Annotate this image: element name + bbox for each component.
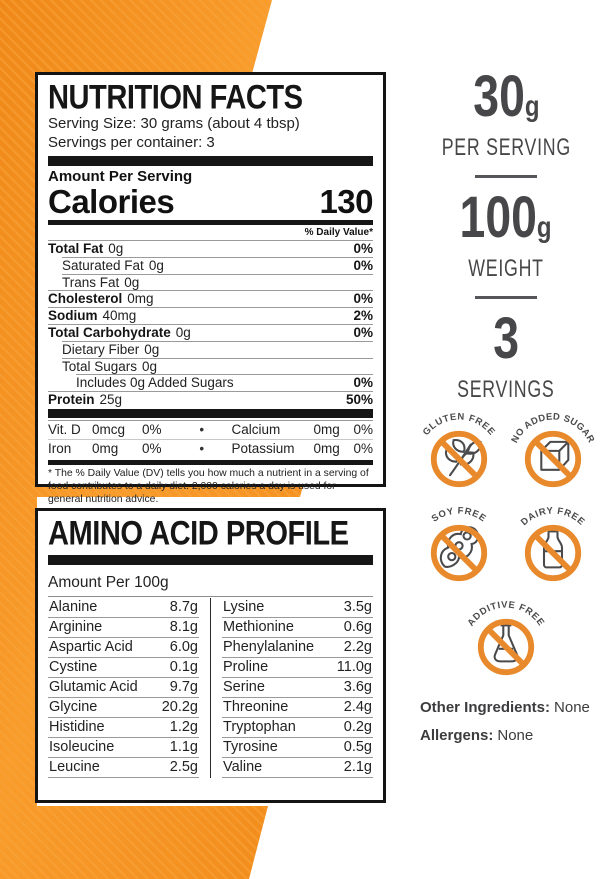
daily-value-footnote: * The % Daily Value (DV) tells you how much a nutrient in a serving of food contributes to a daily diet. 2,000 calories a day is used for general nutrition advice. (48, 467, 369, 505)
separator-bar (48, 409, 373, 418)
separator-bar (48, 460, 373, 465)
svg-text:DAIRY FREE: DAIRY FREE (518, 505, 588, 529)
amino-row: Glycine 20.2g (48, 698, 199, 718)
amino-row: Lysine 3.5g (222, 598, 373, 618)
nutrient-row-sodium: Sodium 40mg 2% (48, 308, 373, 324)
other-ingredients-line: Other Ingredients: None (420, 699, 590, 716)
nutrient-row-total-sugars: Total Sugars 0g (62, 358, 373, 375)
amino-row: Arginine 8.1g (48, 618, 199, 638)
amino-acid-column-2 (210, 598, 373, 778)
soy-free-badge (414, 498, 504, 590)
svg-text:NO ADDED SUGAR: NO ADDED SUGAR (509, 411, 597, 445)
amino-row: Histidine 1.2g (48, 718, 199, 738)
amino-row: Valine 2.1g (222, 758, 373, 778)
dairy-free-badge (508, 498, 598, 590)
other-info (420, 699, 590, 755)
calories-row (48, 185, 373, 218)
amino-row: Serine 3.6g (222, 678, 373, 698)
stat-divider (475, 296, 537, 299)
separator-bar (48, 555, 373, 565)
micronutrient-row-1: Vit. D 0mcg 0% • Calcium 0mg 0% (48, 421, 373, 437)
amino-row: Threonine 2.4g (222, 698, 373, 718)
nutrient-row-dietary-fiber: Dietary Fiber 0g (62, 341, 373, 358)
nutrition-facts-title: NUTRITION FACTS (48, 78, 303, 117)
prohibition-slash (441, 535, 477, 571)
calories-value: 130 (319, 183, 373, 220)
separator-bar (48, 220, 373, 225)
servings-per-container: Servings per container: 3 (48, 133, 215, 151)
separator-bar (48, 156, 373, 166)
nutrient-row-cholesterol: Cholesterol 0mg 0% (48, 291, 373, 307)
amino-row: Glutamic Acid 9.7g (48, 678, 199, 698)
wheat-icon (446, 440, 481, 475)
amino-row: Leucine 2.5g (48, 758, 199, 778)
prohibition-slash (488, 629, 524, 665)
allergens-line: Allergens: None (420, 727, 534, 744)
amount-per-serving-label: Amount Per Serving (48, 168, 193, 185)
nutrient-row-total-carbohydrate: Total Carbohydrate 0g 0% (48, 324, 373, 340)
amino-row: Phenylalanine 2.2g (222, 638, 373, 658)
bullet-separator: • (199, 440, 205, 456)
amino-row: Proline 11.0g (222, 658, 373, 678)
daily-value-header: % Daily Value* (304, 227, 373, 238)
no-added-sugar-badge (508, 404, 598, 496)
micronutrient-row-2: Iron 0mg 0% • Potassium 0mg 0% (48, 440, 373, 456)
svg-text:SOY FREE: SOY FREE (429, 505, 489, 525)
stat-servings: 3 SERVINGS (457, 306, 555, 403)
serving-stats-column (408, 64, 604, 404)
amino-acid-profile-panel (35, 508, 386, 803)
calories-label: Calories (48, 183, 175, 220)
nutrient-row-added-sugars: Includes 0g Added Sugars 0% (76, 375, 373, 391)
amino-row: Tyrosine 0.5g (222, 738, 373, 758)
svg-text:GLUTEN FREE: GLUTEN FREE (420, 411, 498, 438)
nutrient-row-total-fat: Total Fat 0g 0% (48, 241, 373, 256)
nutrient-row-saturated-fat: Saturated Fat 0g 0% (62, 257, 373, 273)
stat-weight: 100g WEIGHT (459, 185, 553, 282)
amino-row: Tryptophan 0.2g (222, 718, 373, 738)
stat-divider (475, 175, 537, 178)
bullet-separator: • (199, 421, 205, 437)
amino-row: Methionine 0.6g (222, 618, 373, 638)
nutrition-facts-panel (35, 72, 386, 505)
svg-text:ADDITIVE FREE: ADDITIVE FREE (465, 599, 547, 629)
free-from-badges (410, 404, 602, 684)
amino-row: Cystine 0.1g (48, 658, 199, 678)
amino-row: Alanine 8.7g (48, 598, 199, 618)
amino-row: Aspartic Acid 6.0g (48, 638, 199, 658)
amino-acid-column-1 (48, 598, 210, 778)
amount-per-100g-label: Amount Per 100g (48, 574, 373, 597)
amino-row: Isoleucine 1.1g (48, 738, 199, 758)
sugar-cube-icon (541, 442, 568, 470)
nutrient-row-protein: Protein 25g 50% (48, 392, 373, 408)
prohibition-slash (535, 535, 571, 571)
serving-size: Serving Size: 30 grams (about 4 tbsp) (48, 115, 300, 132)
amino-acid-profile-title: AMINO ACID PROFILE (48, 514, 349, 553)
stat-per-serving: 30g PER SERVING (441, 64, 571, 161)
gluten-free-badge (414, 404, 504, 496)
nutrient-row-trans-fat: Trans Fat 0g (62, 274, 373, 291)
amino-acid-table (48, 598, 373, 778)
additive-free-badge (461, 592, 551, 684)
